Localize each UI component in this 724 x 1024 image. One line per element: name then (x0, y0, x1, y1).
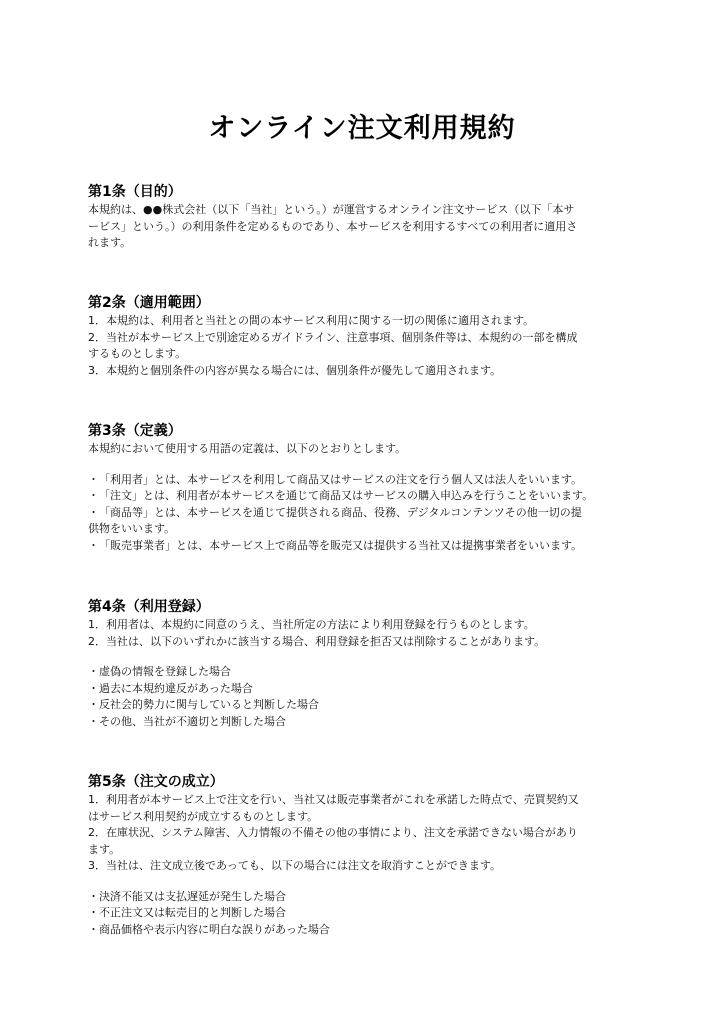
clause-line: 1．利用者が本サービス上で注文を行い、当社又は販売事業者がこれを承諾した時点で、売買契約又 (88, 793, 579, 806)
list-item-text: 反社会的勢力に関与していると判断した場合 (99, 698, 319, 711)
paragraph-line: れます。 (88, 236, 132, 249)
article-heading: 第4条（利用登録） (88, 599, 210, 615)
bullet-mark: ・ (88, 889, 99, 903)
document-title: オンライン注文利用規約 (208, 113, 516, 144)
list-item-text: その他、当社が不適切と判断した場合 (99, 714, 286, 728)
list-item-text: 虚偽の情報を登録した場合 (99, 665, 231, 678)
bullet-mark: ・ (88, 489, 99, 502)
clause-line: 3．当社は、注文成立後であっても、以下の場合には注文を取消すことができます。 (88, 859, 502, 872)
clause-line: ます。 (88, 842, 121, 856)
definition-continuation (88, 521, 648, 538)
list-item-text: 商品価格や表示内容に明白な誤りがあった場合 (99, 922, 330, 936)
definition-text: 「利用者」とは、本サービスを利用して商品又はサービスの注文を行う個人又は法人をいいます。 (99, 472, 583, 486)
clause-line: 2．在庫状況、システム障害、入力情報の不備その他の事情により、注文を承諾できない場合があり (88, 826, 578, 839)
bullet-mark: ・ (88, 698, 99, 711)
paragraph-line: 本規約は、●●株式会社（以下「当社」という。）が運営するオンライン注文サービス（以下「本サ (88, 203, 575, 216)
list-item (88, 714, 648, 731)
list-item-text: 決済不能又は支払遅延が発生した場合 (99, 889, 286, 903)
article-heading: 第2条（適用範囲） (88, 295, 210, 311)
article-1 (88, 182, 648, 252)
clause-line: 1．利用者は、本規約に同意のうえ、当社所定の方法により利用登録を行うものとします。 (88, 618, 535, 631)
list-item (88, 905, 648, 922)
clause-line: はサービス利用契約が成立するものとします。 (88, 809, 319, 823)
article-5 (88, 772, 648, 938)
article-heading: 第3条（定義） (88, 423, 182, 439)
list-item (88, 664, 648, 681)
bullet-mark: ・ (88, 681, 99, 695)
article-3 (88, 421, 648, 554)
definition-text: 「商品等」とは、本サービスを通じて提供される商品、役務、デジタルコンテンツその他一切の提 (99, 505, 582, 519)
list-item (88, 697, 648, 714)
clause-line: 3．本規約と個別条件の内容が異なる場合には、個別条件が優先して適用されます。 (88, 363, 502, 377)
definition-item (88, 472, 648, 489)
article-heading: 第5条（注文の成立） (88, 774, 224, 790)
bullet-mark: ・ (88, 472, 99, 486)
definition-item (88, 488, 648, 505)
definition-text: 供物をいいます。 (88, 522, 176, 535)
bullet-mark: ・ (88, 665, 99, 678)
definition-text: 「注文」とは、利用者が本サービスを通じて商品又はサービスの購入申込みを行うことをいいます。 (99, 489, 594, 502)
clause-line: 2．当社が本サービス上で別途定めるガイドライン、注意事項、個別条件等は、本規約の一部を構成 (88, 330, 578, 344)
paragraph-line: ービス」という。）の利用条件を定めるものであり、本サービスを利用するすべての利用者に適用さ (88, 219, 578, 233)
clause-line: 1．本規約は、利用者と当社との間の本サービス利用に関する一切の関係に適用されます。 (88, 314, 535, 327)
clause-line: するものとします。 (88, 347, 187, 360)
paragraph-line: 本規約において使用する用語の定義は、以下のとおりとします。 (88, 442, 407, 455)
bullet-mark: ・ (88, 714, 99, 728)
article-4 (88, 597, 648, 730)
clause-line: 2．当社は、以下のいずれかに該当する場合、利用登録を拒否又は削除することがあります。 (88, 634, 546, 648)
list-item-text: 過去に本規約違反があった場合 (99, 681, 253, 695)
bullet-mark: ・ (88, 922, 99, 936)
list-item (88, 889, 648, 906)
bullet-mark: ・ (88, 505, 99, 519)
bullet-mark: ・ (88, 906, 99, 919)
list-item (88, 681, 648, 698)
list-item (88, 922, 648, 939)
definition-item (88, 505, 648, 522)
definition-item (88, 538, 648, 555)
article-heading: 第1条（目的） (88, 184, 182, 200)
article-2 (88, 293, 648, 379)
bullet-mark: ・ (88, 538, 99, 552)
list-item-text: 不正注文又は転売目的と判断した場合 (99, 906, 286, 919)
definition-text: 「販売事業者」とは、本サービス上で商品等を販売又は提供する当社又は提携事業者をいいます。 (99, 538, 583, 552)
